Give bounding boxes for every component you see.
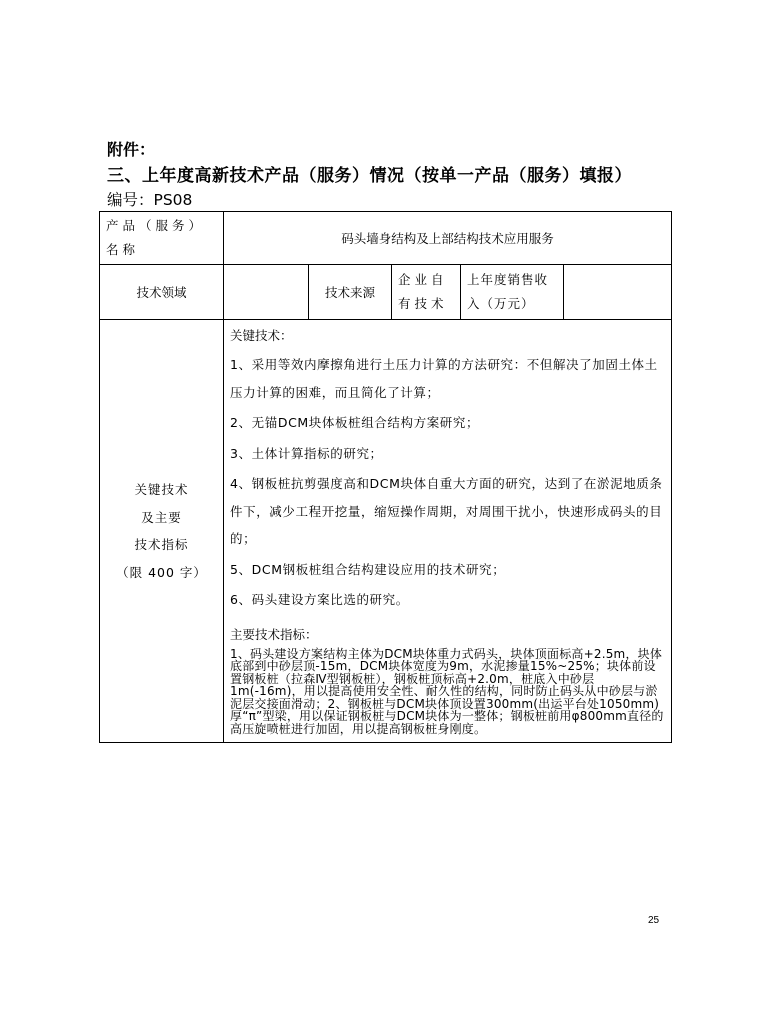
sales-value [564,265,672,320]
key-tech-item: 2、无锚DCM块体板桩组合结构方案研究； [230,415,480,430]
key-tech-label-line: （限 400 字） [116,564,207,580]
key-tech-item: 6、码头建设方案比选的研究。 [230,592,409,607]
tech-field-label: 技术领域 [100,265,224,320]
key-tech-label [100,320,224,743]
tech-source-label: 技术来源 [309,265,392,320]
key-tech-item: 4、钢板桩抗剪强度高和DCM块体自重大方面的研究，达到了在淤泥地质条件下，减少工程开挖量，缩短操作周期，对周围干扰小，快速形成码头的目的； [230,476,663,546]
product-label: 产品（服务）名称 [100,212,224,265]
key-tech-item: 5、DCM钢板桩组合结构建设应用的技术研究； [230,561,506,577]
page-number: 25 [648,915,660,926]
key-tech-content [224,320,672,743]
section-title: 三、上年度高新技术产品（服务）情况（按单一产品（服务）填报） [107,166,632,186]
tech-source-value: 企业自有技术 [392,265,461,320]
code-line: 编号：PS08 [107,191,193,209]
indicators-heading: 主要技术指标： [230,626,318,642]
key-tech-label-line: 技术指标 [134,537,189,552]
key-tech-label-line: 及主要 [141,509,182,525]
product-value: 码头墙身结构及上部结构技术应用服务 [224,212,672,265]
table-row-tech-info [100,265,672,320]
key-tech-item: 3、土体计算指标的研究； [230,445,383,461]
sales-label: 上年度销售收入（万元） [461,265,564,320]
key-tech-label-line: 关键技术 [134,482,189,497]
table-row-key-tech [100,320,672,743]
table-row-product [100,212,672,265]
key-tech-item: 1、采用等效内摩擦角进行土压力计算的方法研究：不但解决了加固土体土压力计算的困难，而且简化了计算； [230,357,658,400]
key-tech-heading: 关键技术： [230,328,293,343]
product-info-table [99,211,672,743]
indicators-text: 1、码头建设方案结构主体为DCM块体重力式码头，块体顶面标高+2.5m，块体底部到中砂层顶-15m，DCM块体宽度为9m，水泥掺量15%~25%；块体前设置钢板桩（拉森Ⅳ型钢板桩），钢板桩顶标高+2.0m，桩底入中砂层1m(-16m)，用以提高使用安全性、耐久性的结构，同时防止码头从中砂层与淤泥层交接面滑动；2、钢板桩与DCM块体顶设置300mm(出运平台处1050mm)厚“π”型梁，用以保证钢板桩与DCM块体为一整体；钢板桩前用φ800mm直径的高压旋喷桩进行加固，用以提高钢板桩身刚度。 [230,646,664,737]
tech-field-value [224,265,309,320]
attachment-label: 附件： [107,140,156,159]
